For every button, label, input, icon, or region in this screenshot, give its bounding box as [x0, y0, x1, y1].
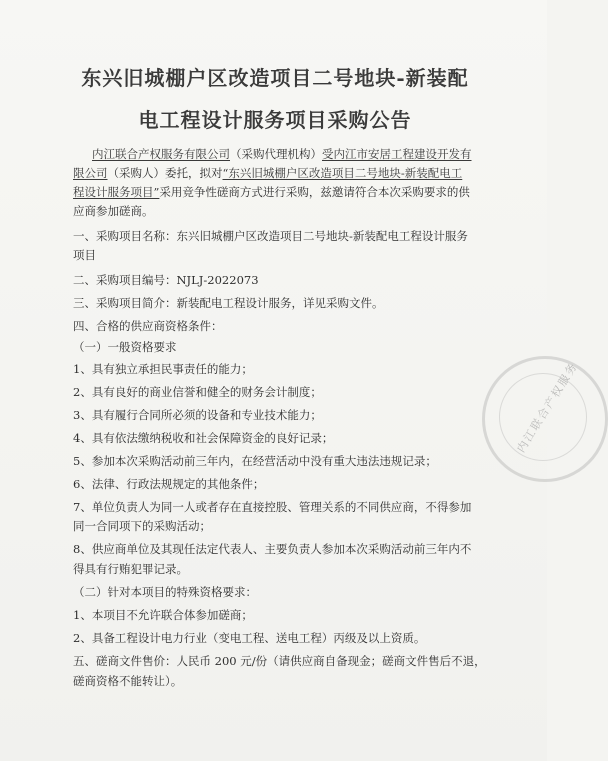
buyer-name-part-2: 限公司 [73, 166, 108, 180]
section-1-line-1: 一、采购项目名称：东兴旧城棚户区改造项目二号地块-新装配电工程设计服务 [73, 229, 468, 243]
general-req-8-line-1: 8、供应商单位及其现任法定代表人、主要负责人参加本次采购活动前三年内不 [73, 542, 472, 556]
agency-name: 内江联合产权服务有限公司 [92, 147, 230, 161]
subsection-special: （二）针对本项目的特殊资格要求： [73, 585, 257, 599]
document-title-line-1: 东兴旧城棚户区改造项目二号地块-新装配 [81, 66, 469, 90]
special-req-2: 2、具备工程设计电力行业（变电工程、送电工程）丙级及以上资质。 [73, 631, 426, 645]
official-seal [482, 356, 608, 482]
special-req-1: 1、本项目不允许联合体参加磋商； [73, 608, 253, 622]
buyer-role: （采购人）委托，拟对 [107, 166, 223, 180]
section-2: 二、采购项目编号：NJLJ-2022073 [73, 273, 259, 287]
intro-line-4: 应商参加磋商。 [73, 204, 154, 218]
general-req-7-line-2: 同一合同项下的采购活动； [73, 519, 211, 533]
general-req-7-line-1: 7、单位负责人为同一人或者存在直接控股、管理关系的不同供应商，不得参加 [73, 500, 472, 514]
general-req-1: 1、具有独立承担民事责任的能力； [73, 362, 253, 376]
intro-line-1 [92, 146, 472, 162]
section-1-line-2: 项目 [73, 248, 96, 262]
general-req-5: 5、参加本次采购活动前三年内，在经营活动中没有重大违法违规记录； [73, 454, 437, 468]
section-5-line-1: 五、磋商文件售价：人民币 200 元/份（请供应商自备现金；磋商文件售后不退， [73, 654, 486, 668]
general-req-3: 3、具有履行合同所必须的设备和专业技术能力； [73, 408, 322, 422]
general-req-8-line-2: 得具有行贿犯罪记录。 [73, 562, 188, 576]
section-4: 四、合格的供应商资格条件： [73, 319, 223, 333]
general-req-2: 2、具有良好的商业信誉和健全的财务会计制度； [73, 385, 322, 399]
buyer-name-part-1: 受内江市安居工程建设开发有 [322, 147, 472, 161]
project-name-part-1: “东兴旧城棚户区改造项目二号地块-新装配电工 [222, 166, 463, 180]
subsection-general: （一）一般资格要求 [73, 340, 177, 354]
seal-text: 内江联合产权服务 [514, 359, 581, 455]
document-title-line-2: 电工程设计服务项目采购公告 [138, 108, 412, 132]
project-name-part-2: 程设计服务项目” [73, 185, 160, 199]
general-req-4: 4、具有依法缴纳税收和社会保障资金的良好记录； [73, 431, 334, 445]
procurement-method: 采用竞争性磋商方式进行采购，兹邀请符合本次采购要求的供 [159, 185, 470, 199]
agency-role: （采购代理机构） [230, 147, 322, 161]
section-5-line-2: 磋商资格不能转让）。 [73, 674, 183, 688]
section-3: 三、采购项目简介：新装配电工程设计服务，详见采购文件。 [73, 296, 384, 310]
intro-line-3 [73, 184, 470, 200]
intro-line-2 [73, 165, 462, 181]
general-req-6: 6、法律、行政法规规定的其他条件； [73, 477, 265, 491]
